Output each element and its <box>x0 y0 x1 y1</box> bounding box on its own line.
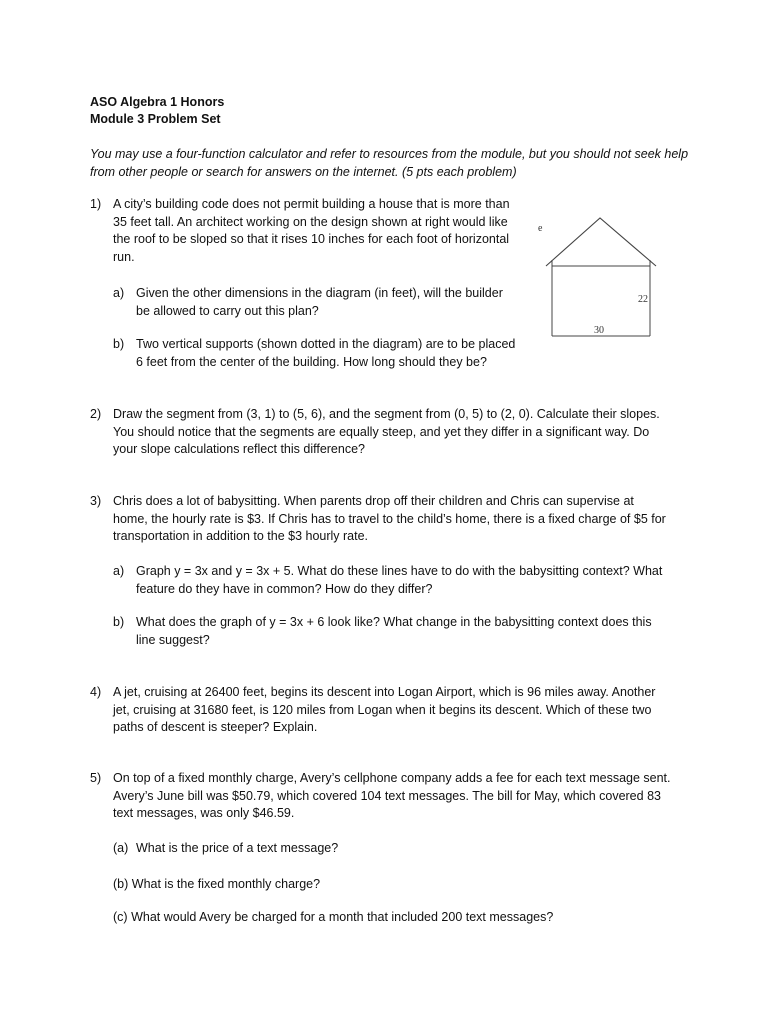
problem-4-line: jet, cruising at 31680 feet, is 120 miles from Logan when it begins its descent. Which of these two <box>113 702 652 717</box>
problem-1-line: 35 feet tall. An architect working on the design shown at right would like <box>113 214 508 229</box>
problem-2-number: 2) <box>90 407 102 421</box>
problem-5-number: 5) <box>90 771 102 785</box>
problem-1a-text <box>136 285 536 320</box>
problem-4-number: 4) <box>90 685 102 699</box>
problem-1b-text <box>136 336 536 371</box>
problem-5b <box>113 876 320 894</box>
roof-outline <box>546 218 656 266</box>
problem-1-number: 1) <box>90 197 102 211</box>
problem-5a-text: What is the price of a text message? <box>136 841 339 855</box>
problem-5c-label: (c) <box>113 910 128 924</box>
problem-4-line: A jet, cruising at 26400 feet, begins its descent into Logan Airport, which is 96 miles away. Another <box>113 685 656 699</box>
problem-3a-text <box>136 563 696 598</box>
problem-5c <box>113 909 553 927</box>
problem-4-line: paths of descent is steeper? Explain. <box>113 720 318 734</box>
problem-2-line: You should notice that the segments are equally steep, and yet they differ in a significant way. Do <box>113 424 650 439</box>
problem-1b-line: 6 feet from the center of the building. How long should they be? <box>136 354 487 369</box>
problem-1-line: run. <box>113 249 135 264</box>
problem-3b-line: What does the graph of y = 3x + 6 look like? What change in the babysitting context does this <box>136 615 652 629</box>
problem-3a-line: Graph y = 3x and y = 3x + 5. What do these lines have to do with the babysitting context? What <box>136 564 663 578</box>
diagram-edge-mark: e <box>538 223 543 234</box>
problem-1b-label: b) <box>113 337 125 351</box>
problem-5b-text: What is the fixed monthly charge? <box>131 877 321 891</box>
width-label: 30 <box>594 325 604 336</box>
problem-3b-label: b) <box>113 615 125 629</box>
problem-4-text <box>113 684 683 737</box>
house-diagram <box>534 210 664 340</box>
problem-1-text <box>113 196 533 266</box>
instructions: You may use a four-function calculator and refer to resources from the module, but you should not seek help from other people or search for answers on the internet. (5 pts each problem) <box>90 147 689 179</box>
problem-1-line: A city’s building code does not permit building a house that is more than <box>113 197 510 211</box>
problem-3a-label: a) <box>113 564 125 578</box>
course-title: ASO Algebra 1 Honors <box>90 95 225 109</box>
problem-2-text <box>113 406 683 459</box>
problem-5-line: On top of a fixed monthly charge, Avery’s cellphone company adds a fee for each text message sent. <box>113 771 671 785</box>
problem-3-line: home, the hourly rate is $3. If Chris has to travel to the child’s home, there is a fixed charge of $5 for <box>113 511 666 526</box>
problem-3b-text <box>136 614 696 649</box>
problem-3-text <box>113 493 683 546</box>
problem-1a-line: be allowed to carry out this plan? <box>136 303 319 318</box>
problem-2-line: your slope calculations reflect this difference? <box>113 442 365 456</box>
problem-5-line: text messages, was only $46.59. <box>113 806 295 820</box>
height-label: 22 <box>638 294 648 305</box>
problem-3-line: Chris does a lot of babysitting. When parents drop off their children and Chris can supervise at <box>113 494 634 508</box>
problem-1-line: the roof to be sloped so that it rises 10 inches for each foot of horizontal <box>113 232 510 246</box>
problem-1a-label: a) <box>113 286 125 300</box>
problem-5a-label: (a) <box>113 841 129 855</box>
problem-5-text <box>113 770 683 823</box>
problem-3a-line: feature do they have in common? How do they differ? <box>136 581 433 596</box>
problem-5-line: Avery’s June bill was $50.79, which covered 104 text messages. The bill for May, which covered 83 <box>113 788 661 803</box>
problem-1a-line: Given the other dimensions in the diagram (in feet), will the builder <box>136 286 503 300</box>
problem-3-line: transportation in addition to the $3 hourly rate. <box>113 529 369 543</box>
problem-3b-line: line suggest? <box>136 632 210 647</box>
problem-2-line: Draw the segment from (3, 1) to (5, 6), and the segment from (0, 5) to (2, 0). Calculate their slopes. <box>113 407 660 421</box>
problem-5c-text: What would Avery be charged for a month that included 200 text messages? <box>131 910 554 924</box>
problem-3-number: 3) <box>90 494 102 508</box>
problem-1b-line: Two vertical supports (shown dotted in the diagram) are to be placed <box>136 337 516 351</box>
problem-5b-label: (b) <box>113 877 129 891</box>
module-title: Module 3 Problem Set <box>90 112 221 126</box>
